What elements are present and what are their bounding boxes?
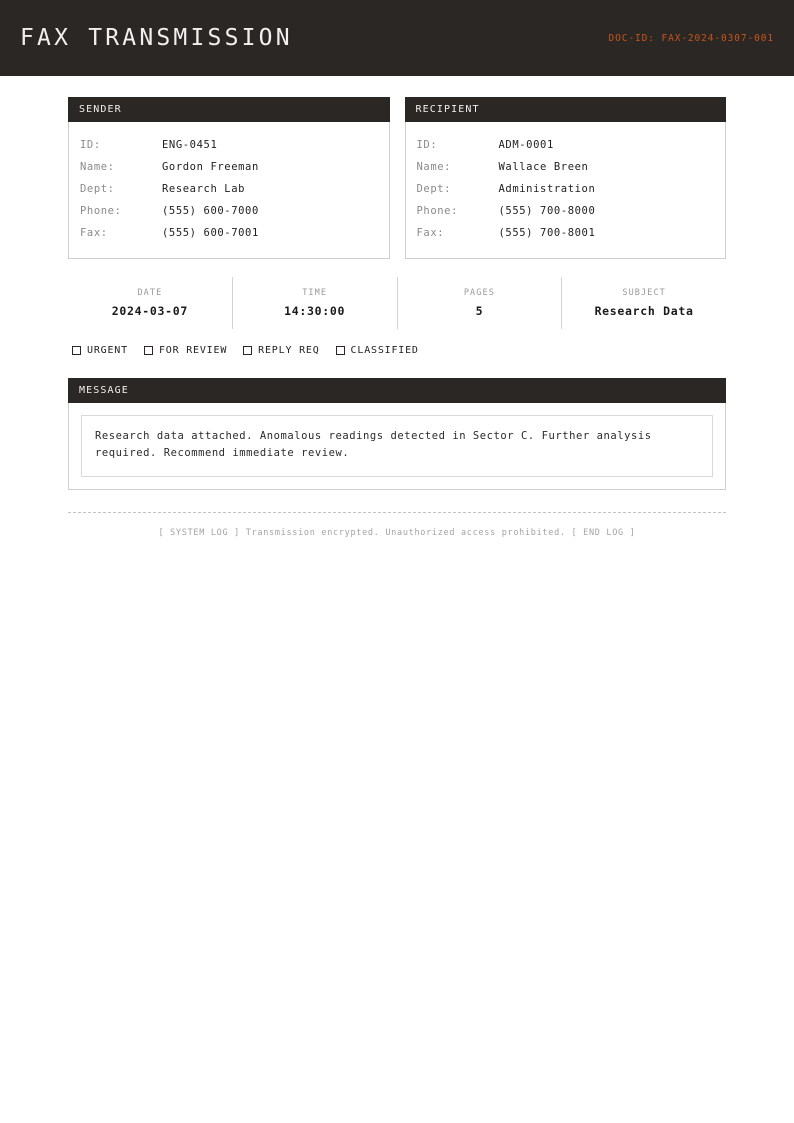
metadata-value: 14:30:00 [284,304,346,318]
sender-panel-heading: SENDER [68,97,390,122]
flag-label: REPLY REQ [258,345,320,356]
metadata-value: 5 [475,304,484,318]
system-log-text: [ SYSTEM LOG ] Transmission encrypted. Unauthorized access prohibited. [ END LOG ] [158,528,636,538]
field-label: Phone: [416,205,459,217]
table-row [80,134,378,156]
table-row [417,200,715,222]
flag-reply-req[interactable] [243,345,319,356]
field-value: Administration [498,183,596,195]
flag-urgent[interactable] [72,345,128,356]
table-row [80,178,378,200]
table-row [80,156,378,178]
document-id: DOC-ID: FAX-2024-0307-001 [608,32,774,44]
sender-fields [69,122,389,258]
metadata-value: Research Data [594,304,694,318]
field-value: (555) 600-7000 [162,205,259,217]
message-panel-heading: MESSAGE [68,378,726,403]
recipient-panel [405,97,727,259]
metadata-cell-time [233,277,398,329]
field-value: (555) 700-8001 [498,227,596,239]
flag-classified[interactable] [336,345,419,356]
recipient-panel-heading: RECIPIENT [405,97,727,122]
flag-for-review[interactable] [144,345,227,356]
checkbox-icon[interactable] [144,346,153,355]
party-panels [68,97,726,259]
message-body: Research data attached. Anomalous readings detected in Sector C. Further analysis required. Recommend immediate review. [81,415,713,477]
metadata-label: DATE [137,288,163,298]
field-label: Dept: [416,183,452,195]
table-row [80,200,378,222]
flag-label: CLASSIFIED [350,345,419,356]
checkbox-icon[interactable] [243,346,252,355]
metadata-cell-date [68,277,233,329]
metadata-cell-pages [398,277,563,329]
metadata-strip [68,277,726,329]
field-label: Phone: [80,205,122,217]
footer-divider [68,512,726,513]
field-label: Fax: [416,227,445,239]
flag-checkbox-row [68,345,726,356]
table-row [417,222,715,244]
metadata-label: PAGES [463,288,495,298]
metadata-value: 2024-03-07 [111,304,188,318]
field-label: Dept: [80,183,115,195]
metadata-label: SUBJECT [622,288,666,298]
field-value: Research Lab [162,183,246,195]
field-label: Name: [416,161,452,173]
page-title: FAX TRANSMISSION [20,25,293,51]
table-row [80,222,378,244]
metadata-label: TIME [302,288,328,298]
table-row [417,156,715,178]
message-panel [68,378,726,490]
field-value: (555) 600-7001 [162,227,259,239]
field-label: ID: [416,139,438,151]
sender-panel [68,97,390,259]
field-label: ID: [80,139,101,151]
document-sheet [0,76,794,538]
field-value: Gordon Freeman [162,161,259,173]
field-value: Wallace Breen [498,161,589,173]
table-row [417,178,715,200]
message-inner [69,403,725,489]
field-label: Name: [80,161,115,173]
field-value: (555) 700-8000 [498,205,596,217]
flag-label: URGENT [87,345,128,356]
table-row [417,134,715,156]
metadata-cell-subject [562,277,726,329]
field-value: ENG-0451 [162,139,218,151]
checkbox-icon[interactable] [72,346,81,355]
flag-label: FOR REVIEW [158,345,228,356]
field-value: ADM-0001 [498,139,554,151]
document-header [0,0,794,76]
recipient-fields [406,122,726,258]
field-label: Fax: [80,227,108,239]
checkbox-icon[interactable] [336,346,345,355]
